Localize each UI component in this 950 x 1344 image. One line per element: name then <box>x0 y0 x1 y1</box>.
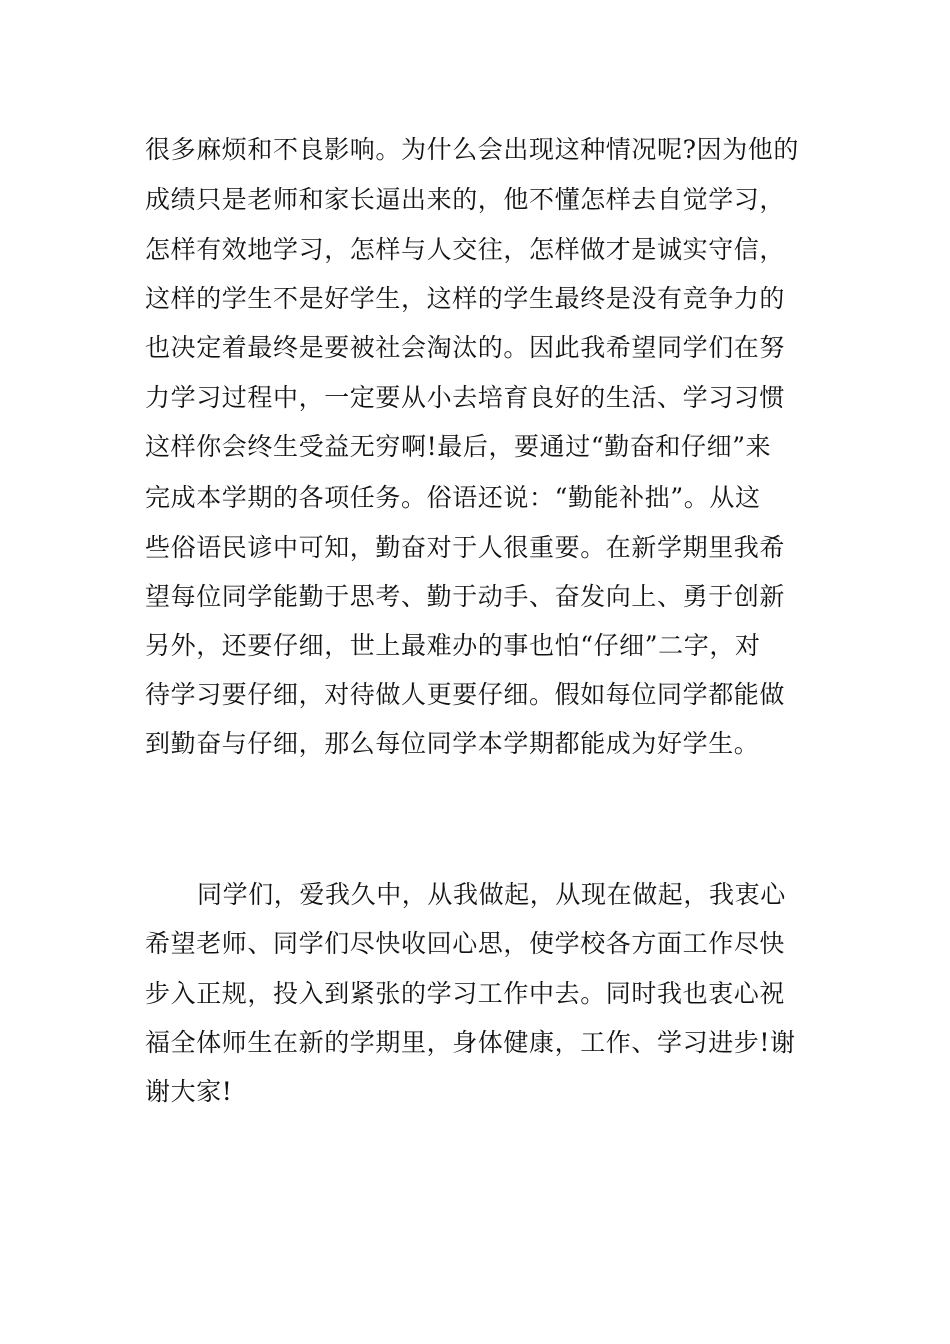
text-line: 待学习要仔细，对待做人更要仔细。假如每位同学都能做 <box>145 680 786 709</box>
text-line: 希望老师、同学们尽快收回心思，使学校各方面工作尽快 <box>145 929 786 958</box>
text-line: 福全体师生在新的学期里，身体健康，工作、学习进步!谢 <box>145 1028 796 1057</box>
text-line: 力学习过程中，一定要从小去培育良好的生活、学习习惯 <box>145 383 786 412</box>
text-line: 望每位同学能勤于思考、勤于动手、奋发向上、勇于创新 <box>145 582 786 611</box>
text-line: 也决定着最终是要被社会淘汰的。因此我希望同学们在努 <box>145 333 786 362</box>
text-line: 步入正规，投入到紧张的学习工作中去。同时我也衷心祝 <box>145 979 786 1008</box>
text-line: 这样你会终生受益无穷啊!最后，要通过“勤奋和仔细”来 <box>145 432 772 461</box>
text-line: 另外，还要仔细，世上最难办的事也怕“仔细”二字，对 <box>145 631 761 660</box>
text-line: 很多麻烦和不良影响。为什么会出现这种情况呢?因为他的 <box>145 135 800 164</box>
text-line: 怎样有效地学习，怎样与人交往，怎样做才是诚实守信， <box>145 235 786 264</box>
text-line: 完成本学期的各项任务。俗语还说：“勤能补拙”。从这 <box>145 483 761 512</box>
text-line: 到勤奋与仔细，那么每位同学本学期都能成为好学生。 <box>145 729 760 758</box>
text-line: 成绩只是老师和家长逼出来的，他不懂怎样去自觉学习， <box>145 185 786 214</box>
text-line: 谢大家! <box>145 1077 233 1106</box>
text-line: 些俗语民谚中可知，勤奋对于人很重要。在新学期里我希 <box>145 533 786 562</box>
text-line: 同学们，爱我久中，从我做起，从现在做起，我衷心 <box>197 880 786 909</box>
text-line: 这样的学生不是好学生，这样的学生最终是没有竞争力的 <box>145 284 786 313</box>
